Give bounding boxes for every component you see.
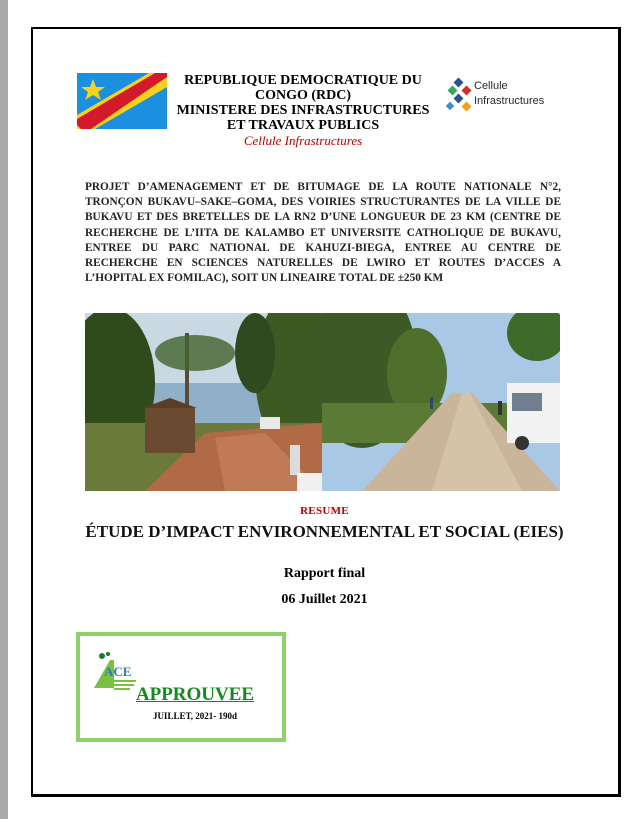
approval-stamp (76, 632, 286, 742)
report-date: 06 Juillet 2021 (281, 592, 368, 607)
ministry-line-1: MINISTERE DES INFRASTRUCTURES (176, 103, 430, 118)
road-photo-left (85, 313, 322, 491)
road-photo-right (322, 313, 560, 491)
header-block (168, 73, 438, 148)
country-line-2: CONGO (RDC) (254, 88, 352, 103)
summary-label: RESUME (300, 505, 349, 517)
approval-date: JUILLET, 2021- 190d (152, 711, 238, 721)
drc-flag-icon (77, 73, 167, 129)
cellule-logo-text (474, 79, 544, 109)
approval-status: APPROUVEE (135, 684, 255, 705)
logo-line-2: Infrastructures (474, 95, 545, 107)
svg-text:ACE: ACE (104, 664, 132, 679)
ministry-line-2: ET TRAVAUX PUBLICS (226, 118, 380, 133)
report-type: Rapport final (283, 566, 366, 581)
logo-line-1: Cellule (474, 80, 508, 92)
unit-name: Cellule Infrastructures (243, 133, 363, 148)
country-line-1: REPUBLIQUE DEMOCRATIQUE DU (184, 73, 422, 88)
project-description: PROJET D’AMENAGEMENT ET DE BITUMAGE DE LA ROUTE NATIONALE N°2, TRONÇON BUKAVU–SAKE–GOMA, DES VOIRIES STRUCTURANTES DE LA VILLE DE BUKAVU ET DES BRETELLES DE LA RN2 D’UNE LONGUEUR DE 23 KM (CENTRE DE RECHERCHE DE L’IITA DE KALAMBO ET UNIVERSITE CATHOLIQUE DE BUKAVU, ENTREE DU PARC NATIONAL DE KAHUZI-BIEGA, ENTREE AU CENTRE DE RECHERCHE EN SCIENCES NATURELLES DE LWIRO ET ROUTES D’ACCES A L’HOPITAL EX FOMILAC), SOIT UN LINEAIRE TOTAL DE ±250 KM (85, 181, 561, 285)
document-page (8, 0, 633, 819)
document-title: ÉTUDE D’IMPACT ENVIRONNEMENTAL ET SOCIAL (EIES) (85, 522, 564, 541)
